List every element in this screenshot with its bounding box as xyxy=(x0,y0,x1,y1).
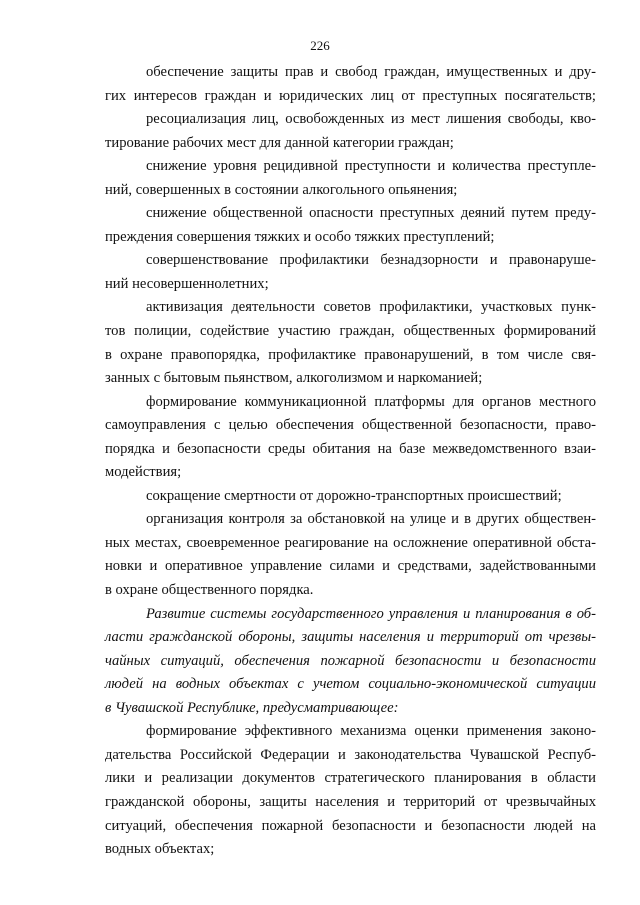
text-line: совершенствование профилактики безнадзорности и правонаруше- xyxy=(146,252,596,269)
text-line: тирование рабочих мест для данной категории граждан; xyxy=(105,134,454,151)
text-line: порядка и безопасности среды обитания на базе межведомственного взаи- xyxy=(105,440,596,457)
text-line: чайных ситуаций, обеспечения пожарной безопасности и безопасности xyxy=(105,652,596,669)
text-line: формирование коммуникационной платформы для органов местного xyxy=(146,393,596,410)
text-line: ласти гражданской обороны, защиты населения и территорий от чрезвы- xyxy=(105,629,596,646)
text-line: самоуправления с целью обеспечения общественной безопасности, право- xyxy=(105,417,596,434)
text-line: организация контроля за обстановкой на улице и в других обществен- xyxy=(146,511,596,528)
text-line: водных объектах; xyxy=(105,841,215,858)
text-line: ресоциализация лиц, освобожденных из мест лишения свободы, кво- xyxy=(146,111,596,128)
text-line: ний несовершеннолетних; xyxy=(105,275,269,292)
text-line: преждения совершения тяжких и особо тяжких преступлений; xyxy=(105,228,495,245)
text-line: в охране правопорядка, профилактике правонарушений, в том числе свя- xyxy=(105,346,596,363)
text-line: занных с бытовым пьянством, алкоголизмом и наркоманией; xyxy=(105,370,483,387)
page-number: 226 xyxy=(310,38,330,53)
text-line: сокращение смертности от дорожно-транспортных происшествий; xyxy=(146,487,562,504)
text-line: ний, совершенных в состоянии алкогольного опьянения; xyxy=(105,181,458,198)
text-line: тов полиции, содействие участию граждан, общественных формирований xyxy=(105,323,596,340)
text-line: гих интересов граждан и юридических лиц от преступных посягательств; xyxy=(105,87,596,104)
text-line: активизация деятельности советов профилактики, участковых пунк- xyxy=(146,299,596,316)
text-line: лики и реализации документов стратегического планирования в области xyxy=(105,770,596,787)
text-line: формирование эффективного механизма оценки применения законо- xyxy=(146,723,596,740)
text-line: снижение общественной опасности преступных деяний путем преду- xyxy=(146,205,596,222)
text-line: ных местах, своевременное реагирование на осложнение оперативной обста- xyxy=(105,534,596,551)
text-line: Развитие системы государственного управления и планирования в об- xyxy=(146,605,596,622)
text-line: новки и оперативное управление силами и средствами, задействованными xyxy=(105,558,596,575)
text-line: в Чувашской Республике, предусматривающее: xyxy=(105,699,399,716)
text-line: снижение уровня рецидивной преступности и количества преступле- xyxy=(146,158,596,175)
text-line: модействия; xyxy=(105,464,182,481)
text-line: людей на водных объектах с учетом социально-экономической ситуации xyxy=(105,676,596,693)
text-line: ситуаций, обеспечения пожарной безопасности и безопасности людей на xyxy=(105,817,596,834)
text-line: в охране общественного порядка. xyxy=(105,582,314,599)
text-line: обеспечение защиты прав и свобод граждан, имущественных и дру- xyxy=(146,64,596,80)
text-line: гражданской обороны, защиты населения и территорий от чрезвычайных xyxy=(105,793,596,810)
body-text xyxy=(105,61,596,862)
text-line: дательства Российской Федерации и законодательства Чувашской Респуб- xyxy=(105,746,596,763)
